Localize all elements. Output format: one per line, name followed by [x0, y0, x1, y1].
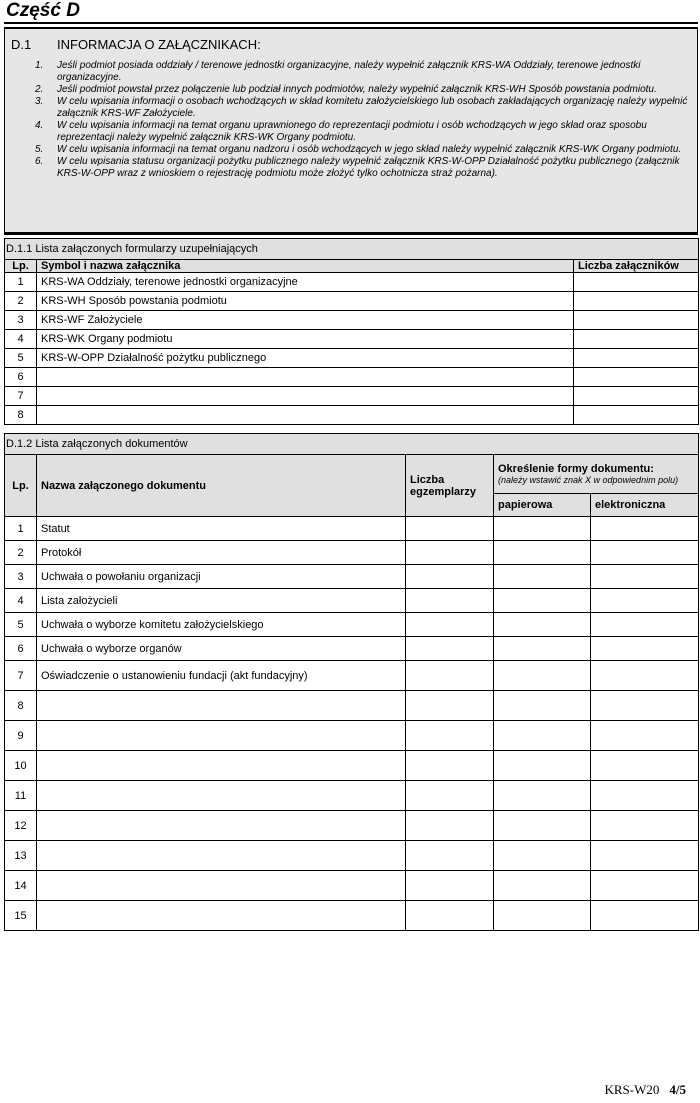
row-lp: 12 — [5, 811, 37, 841]
documents-table — [4, 433, 699, 931]
row-electronic-field[interactable] — [591, 517, 699, 541]
col-attachment-name: Symbol i nazwa załącznika — [37, 260, 574, 273]
table-row — [5, 517, 699, 541]
row-attachment-name — [37, 368, 574, 387]
info-item-number: 2. — [35, 84, 44, 95]
table-row — [5, 311, 699, 330]
row-paper-field[interactable] — [494, 691, 591, 721]
documents-section-title: D.1.2 Lista załączonych dokumentów — [5, 434, 699, 455]
info-item-number: 6. — [35, 156, 44, 167]
table-row — [5, 811, 699, 841]
row-document-name: Uchwała o wyborze komitetu założycielskiego — [37, 613, 406, 637]
row-lp: 3 — [5, 311, 37, 330]
info-item-text: Jeśli podmiot posiada oddziały / terenowe jednostki organizacyjne, należy wypełnić załącznik KRS-WA Oddziały, terenowe jednostki organizacyjne. — [57, 60, 641, 83]
row-electronic-field[interactable] — [591, 841, 699, 871]
col-attachment-count: Liczba załączników — [574, 260, 699, 273]
row-paper-field[interactable] — [494, 517, 591, 541]
row-attachment-name: KRS-WK Organy podmiotu — [37, 330, 574, 349]
row-paper-field[interactable] — [494, 871, 591, 901]
row-document-name — [37, 811, 406, 841]
row-lp: 11 — [5, 781, 37, 811]
row-lp: 6 — [5, 637, 37, 661]
col-document-name: Nazwa załączonego dokumentu — [37, 455, 406, 517]
row-lp: 4 — [5, 589, 37, 613]
row-document-name: Protokół — [37, 541, 406, 565]
row-lp: 6 — [5, 368, 37, 387]
table-row — [5, 387, 699, 406]
table-row — [5, 292, 699, 311]
row-lp: 4 — [5, 330, 37, 349]
col-document-form-label: Określenie formy dokumentu: — [498, 462, 654, 475]
row-lp: 2 — [5, 292, 37, 311]
row-paper-field[interactable] — [494, 613, 591, 637]
row-attachment-count-field[interactable] — [574, 349, 699, 368]
table-row — [5, 613, 699, 637]
row-attachment-count-field[interactable] — [574, 368, 699, 387]
table-row — [5, 841, 699, 871]
row-lp: 5 — [5, 613, 37, 637]
row-document-name: Uchwała o powołaniu organizacji — [37, 565, 406, 589]
info-item-text: W celu wpisania statusu organizacji pożytku publicznego należy wypełnić załącznik KRS-W-OPP Działalność pożytku publicznego (załącznik KRS-W-OPP wraz z wnioskiem o rejestrację podmiotu może złożyć tylko ochotnicza straż pożarna). — [57, 156, 680, 179]
row-lp: 8 — [5, 691, 37, 721]
row-paper-field[interactable] — [494, 721, 591, 751]
row-copies-field[interactable] — [406, 613, 494, 637]
row-copies-field[interactable] — [406, 691, 494, 721]
row-paper-field[interactable] — [494, 589, 591, 613]
row-lp: 2 — [5, 541, 37, 565]
row-copies-field[interactable] — [406, 721, 494, 751]
info-item-text: W celu wpisania informacji na temat organu nadzoru i osób wchodzących w jego skład należy wypełnić załącznik KRS-WK Organy podmiotu. — [57, 144, 682, 155]
part-title: Część D — [6, 0, 80, 21]
table-row — [5, 661, 699, 691]
info-list — [35, 60, 695, 180]
row-lp: 3 — [5, 565, 37, 589]
info-item — [35, 156, 695, 180]
row-copies-field[interactable] — [406, 901, 494, 931]
table-row — [5, 589, 699, 613]
row-copies-field[interactable] — [406, 871, 494, 901]
table-row — [5, 781, 699, 811]
col-document-form-note: (należy wstawić znak X w odpowiednim polu) — [498, 474, 679, 485]
row-paper-field[interactable] — [494, 541, 591, 565]
table-row — [5, 541, 699, 565]
row-document-name — [37, 781, 406, 811]
row-document-name — [37, 721, 406, 751]
info-item — [35, 60, 695, 84]
forms-table — [4, 238, 699, 425]
row-document-name — [37, 871, 406, 901]
table-row — [5, 406, 699, 425]
info-item — [35, 120, 695, 144]
row-electronic-field[interactable] — [591, 541, 699, 565]
col-lp: Lp. — [5, 260, 37, 273]
info-item — [35, 144, 695, 156]
row-electronic-field[interactable] — [591, 613, 699, 637]
row-electronic-field[interactable] — [591, 871, 699, 901]
table-row — [5, 721, 699, 751]
info-item-number: 5. — [35, 144, 44, 155]
row-paper-field[interactable] — [494, 811, 591, 841]
row-lp: 15 — [5, 901, 37, 931]
row-attachment-count-field[interactable] — [574, 273, 699, 292]
info-item-number: 3. — [35, 96, 44, 107]
row-document-name: Lista założycieli — [37, 589, 406, 613]
row-paper-field[interactable] — [494, 841, 591, 871]
info-item-text: W celu wpisania informacji na temat organu uprawnionego do reprezentacji podmiotu i osób wchodzących w jego skład oraz sposobu reprezentacji należy wypełnić załącznik KRS-WK Organy podmiotu. — [57, 120, 647, 143]
row-document-name: Oświadczenie o ustanowieniu fundacji (akt fundacyjny) — [37, 661, 406, 691]
row-lp: 7 — [5, 661, 37, 691]
row-electronic-field[interactable] — [591, 691, 699, 721]
row-copies-field[interactable] — [406, 661, 494, 691]
row-electronic-field[interactable] — [591, 661, 699, 691]
row-copies-field[interactable] — [406, 781, 494, 811]
info-item — [35, 84, 695, 96]
row-attachment-name — [37, 387, 574, 406]
row-paper-field[interactable] — [494, 751, 591, 781]
row-lp: 10 — [5, 751, 37, 781]
row-lp: 13 — [5, 841, 37, 871]
row-electronic-field[interactable] — [591, 781, 699, 811]
row-paper-field[interactable] — [494, 661, 591, 691]
row-attachment-name: KRS-W-OPP Działalność pożytku publicznego — [37, 349, 574, 368]
row-electronic-field[interactable] — [591, 565, 699, 589]
row-lp: 8 — [5, 406, 37, 425]
row-copies-field[interactable] — [406, 541, 494, 565]
row-electronic-field[interactable] — [591, 751, 699, 781]
row-paper-field[interactable] — [494, 781, 591, 811]
row-copies-field[interactable] — [406, 811, 494, 841]
row-document-name — [37, 691, 406, 721]
row-copies-field[interactable] — [406, 565, 494, 589]
row-attachment-count-field[interactable] — [574, 387, 699, 406]
table-row — [5, 368, 699, 387]
row-attachment-name: KRS-WA Oddziały, terenowe jednostki organizacyjne — [37, 273, 574, 292]
info-item — [35, 96, 695, 120]
row-document-name: Statut — [37, 517, 406, 541]
row-lp: 5 — [5, 349, 37, 368]
form-code: KRS-W20 — [604, 1082, 660, 1097]
info-heading — [11, 37, 261, 52]
row-paper-field[interactable] — [494, 565, 591, 589]
col-copies: Liczba egzemplarzy — [406, 455, 494, 517]
row-attachment-name: KRS-WH Sposób powstania podmiotu — [37, 292, 574, 311]
row-attachment-count-field[interactable] — [574, 406, 699, 425]
col-lp: Lp. — [5, 455, 37, 517]
col-electronic: elektroniczna — [591, 493, 699, 516]
row-attachment-count-field[interactable] — [574, 311, 699, 330]
row-attachment-name — [37, 406, 574, 425]
row-copies-field[interactable] — [406, 751, 494, 781]
table-row — [5, 349, 699, 368]
table-row — [5, 637, 699, 661]
table-row — [5, 871, 699, 901]
table-row — [5, 751, 699, 781]
table-row — [5, 330, 699, 349]
table-row — [5, 691, 699, 721]
page-number: 4/5 — [669, 1082, 686, 1097]
title-rule — [4, 22, 698, 24]
row-electronic-field[interactable] — [591, 901, 699, 931]
info-item-text: Jeśli podmiot powstał przez połączenie lub podział innych podmiotów, należy wypełnić załącznik KRS-WH Sposób powstania podmiotu. — [57, 84, 657, 95]
attachments-info-box — [4, 27, 698, 234]
info-item-number: 4. — [35, 120, 44, 131]
col-paper: papierowa — [494, 493, 591, 516]
row-copies-field[interactable] — [406, 517, 494, 541]
row-attachment-name: KRS-WF Założyciele — [37, 311, 574, 330]
table-row — [5, 273, 699, 292]
info-item-number: 1. — [35, 60, 44, 71]
row-document-name — [37, 841, 406, 871]
info-number: D.1 — [11, 37, 32, 52]
row-copies-field[interactable] — [406, 589, 494, 613]
table-row — [5, 565, 699, 589]
row-document-name — [37, 751, 406, 781]
row-electronic-field[interactable] — [591, 811, 699, 841]
table-row — [5, 901, 699, 931]
row-copies-field[interactable] — [406, 637, 494, 661]
row-attachment-count-field[interactable] — [574, 330, 699, 349]
section-separator — [4, 232, 698, 235]
row-lp: 14 — [5, 871, 37, 901]
col-document-form — [494, 455, 699, 494]
row-lp: 7 — [5, 387, 37, 406]
info-item-text: W celu wpisania informacji o osobach wchodzących w skład komitetu założycielskiego lub osobach zakładających organizację należy wypełnić załącznik KRS-WF Założyciele. — [57, 96, 688, 119]
info-title: INFORMACJA O ZAŁĄCZNIKACH: — [57, 37, 261, 52]
row-lp: 9 — [5, 721, 37, 751]
row-attachment-count-field[interactable] — [574, 292, 699, 311]
page-footer — [604, 1082, 686, 1098]
row-document-name: Uchwała o wyborze organów — [37, 637, 406, 661]
row-electronic-field[interactable] — [591, 637, 699, 661]
row-lp: 1 — [5, 517, 37, 541]
row-paper-field[interactable] — [494, 637, 591, 661]
row-document-name — [37, 901, 406, 931]
row-electronic-field[interactable] — [591, 721, 699, 751]
row-lp: 1 — [5, 273, 37, 292]
row-paper-field[interactable] — [494, 901, 591, 931]
forms-section-title: D.1.1 Lista załączonych formularzy uzupełniających — [5, 239, 699, 260]
row-electronic-field[interactable] — [591, 589, 699, 613]
row-copies-field[interactable] — [406, 841, 494, 871]
